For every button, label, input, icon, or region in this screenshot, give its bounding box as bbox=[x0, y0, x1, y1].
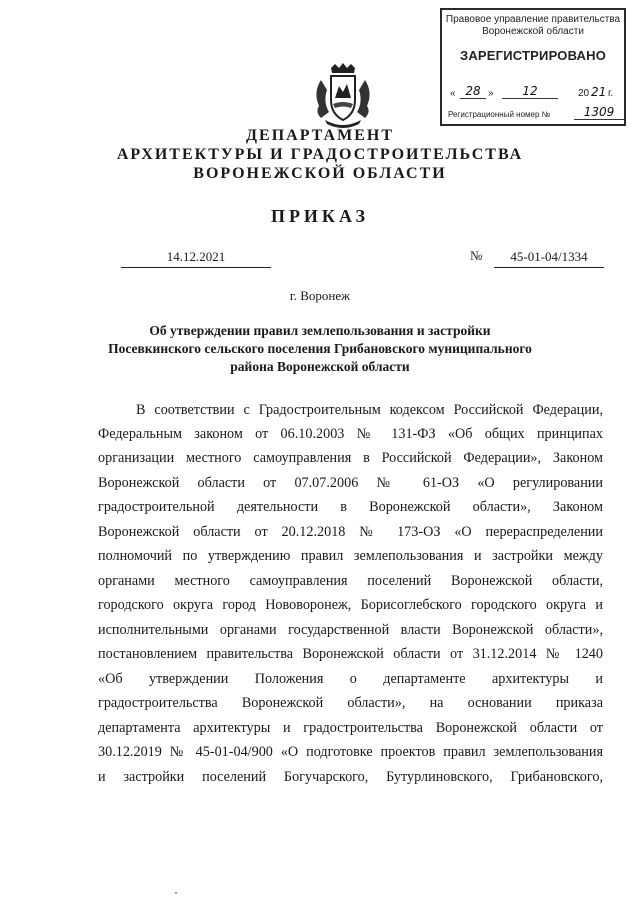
stamp-month: 12 bbox=[502, 84, 558, 99]
title-line: Посевкинского сельского поселения Грибановского муниципального bbox=[108, 341, 532, 356]
body-line: градостроительной деятельности в Воронежской области», Законом bbox=[98, 499, 603, 515]
stamp-year-prefix: 20 bbox=[578, 88, 590, 99]
stamp-reg-number-row bbox=[448, 105, 624, 119]
body-line: городского округа город Нововоронеж, Борисоглебского городского округа и bbox=[98, 597, 603, 613]
body-line: органами местного самоуправления поселений Воронежской области, bbox=[98, 573, 603, 589]
city: г. Воронеж bbox=[289, 288, 351, 303]
scan-speck bbox=[175, 892, 177, 894]
body-line: Воронежской области от 20.12.2018 № 173-ОЗ «О перераспределении bbox=[98, 524, 603, 540]
registration-stamp bbox=[440, 8, 626, 126]
body-line: В соответствии с Градостроительным кодексом Российской Федерации, bbox=[136, 402, 603, 418]
coat-of-arms-emblem bbox=[311, 62, 375, 130]
stamp-org-line1: Правовое управление правительства bbox=[445, 14, 621, 25]
body-line: и застройки поселений Богучарского, Бутурлиновского, Грибановского, bbox=[98, 769, 603, 785]
body-line: градостроительства Воронежской области», на основании приказа bbox=[98, 695, 603, 711]
number-sign: № bbox=[470, 248, 483, 263]
body-line: Федеральным законом от 06.10.2003 № 131-ФЗ «Об общих принципах bbox=[98, 426, 603, 442]
department-line2: АРХИТЕКТУРЫ И ГРАДОСТРОИТЕЛЬСТВА bbox=[116, 146, 524, 163]
stamp-day: 28 bbox=[460, 84, 486, 99]
body-line: организации местного самоуправления в Российской Федерации», Законом bbox=[98, 450, 603, 466]
body-line: постановлением правительства Воронежской области от 31.12.2014 № 1240 bbox=[98, 646, 603, 662]
title-line: Об утверждении правил землепользования и застройки bbox=[149, 323, 491, 338]
body-line: «Об утверждении Положения о департаменте архитектуры и bbox=[98, 671, 603, 687]
body-line: исполнительными органами государственной власти Воронежской области», bbox=[98, 622, 603, 638]
stamp-date: « 28 » 12 20 21 г. bbox=[450, 84, 614, 99]
department-line1: ДЕПАРТАМЕНТ bbox=[246, 127, 394, 144]
stamp-year-suffix: 21 bbox=[591, 85, 607, 99]
stamp-registered: ЗАРЕГИСТРИРОВАНО bbox=[459, 48, 607, 63]
order-date: 14.12.2021 bbox=[121, 249, 271, 268]
document-type: ПРИКАЗ bbox=[270, 206, 370, 226]
body-line: полномочий по утверждению правил землепользования и застройки между bbox=[98, 548, 603, 564]
department-line3: ВОРОНЕЖСКОЙ ОБЛАСТИ bbox=[193, 165, 447, 182]
stamp-reg-number-label: Регистрационный номер № bbox=[448, 110, 551, 119]
body-line: Воронежской области от 07.07.2006 № 61-ОЗ «О регулировании bbox=[98, 475, 603, 491]
body-line: 30.12.2019 № 45-01-04/900 «О подготовке проектов правил землепользования bbox=[98, 744, 603, 760]
title-line: района Воронежской области bbox=[230, 359, 410, 374]
order-number: 45-01-04/1334 bbox=[494, 249, 604, 268]
stamp-reg-number: 1309 bbox=[574, 105, 624, 120]
stamp-org-line2: Воронежской области bbox=[482, 26, 584, 37]
body-line: департамента архитектуры и градостроительства Воронежской области от bbox=[98, 720, 603, 736]
